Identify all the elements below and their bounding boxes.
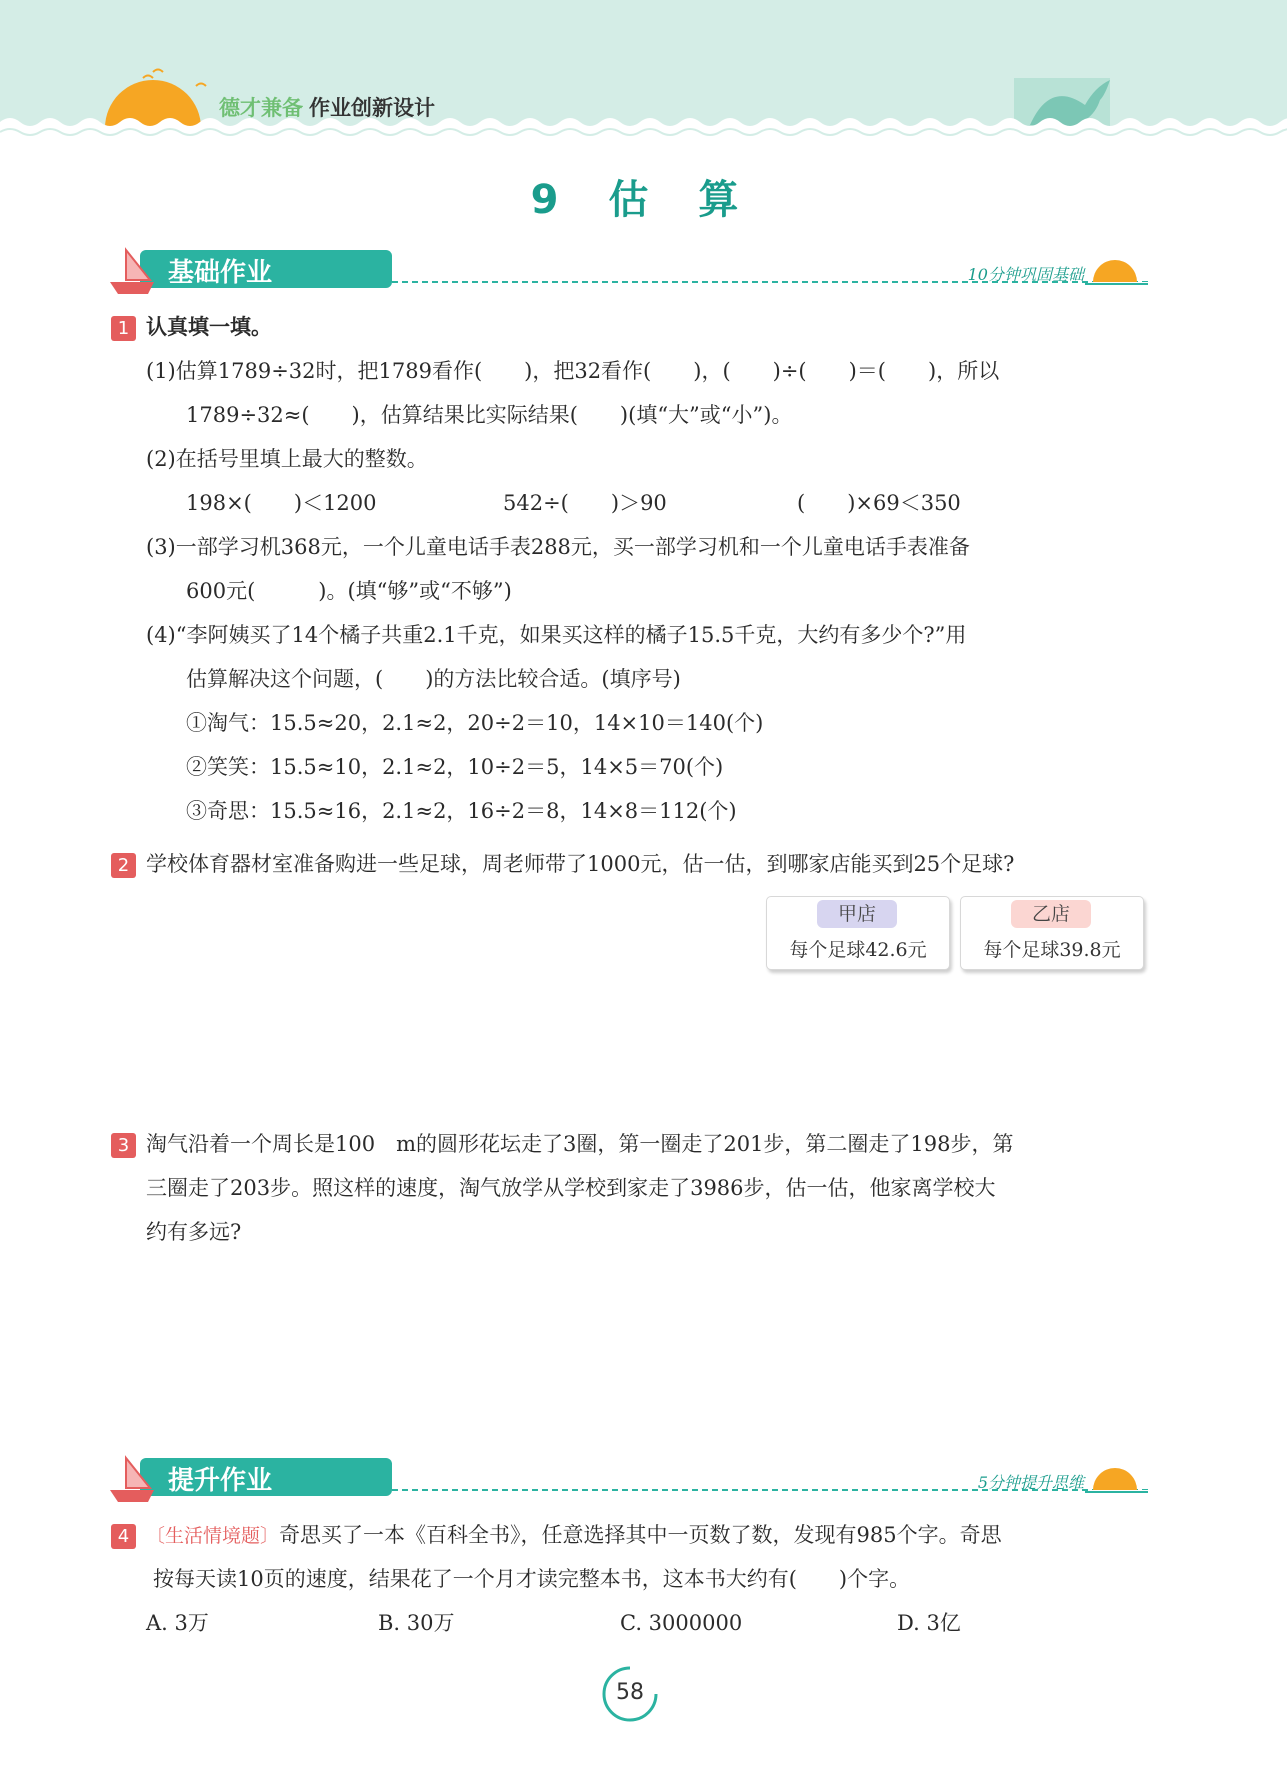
section-basic [110,240,1150,300]
store-price: 每个足球42.6元 [789,939,927,961]
brand-green: 德才兼备 [219,96,303,120]
section-label: 提升作业 [168,1466,273,1496]
q4-line1 [146,1520,1002,1551]
header-decoration [0,0,1287,150]
q2-text: 学校体育器材室准备购进一些足球，周老师带了1000元，估一估，到哪家店能买到25个足球? [146,852,1015,876]
section-advanced [110,1448,1150,1508]
page-header [0,0,1287,150]
page-number-text: 58 [616,1680,644,1705]
q1-p3-line1: (3)一部学习机368元，一个儿童电话手表288元，买一部学习机和一个儿童电话手表准备 [146,535,970,559]
question-number: 1 [111,316,136,341]
q4-choice-a: A. 3万 [146,1611,209,1635]
bird-icon [143,70,163,79]
store-card-a [766,896,950,970]
question-number: 3 [111,1133,136,1158]
section-label: 基础作业 [168,258,273,288]
section-time: 5分钟提升思维 [977,1473,1084,1492]
brand-dark: 作业创新设计 [309,96,435,120]
q4-choice-d: D. 3亿 [897,1611,961,1635]
section-time: 10分钟巩固基础 [967,265,1084,284]
q3-line2: 三圈走了203步。照这样的速度，淘气放学从学校到家走了3986步，估一估，他家离学校大 [146,1176,996,1200]
q4-choice-b: B. 30万 [378,1611,455,1635]
q1-p2-line1: (2)在括号里填上最大的整数。 [146,447,428,471]
q1-p4-line2: 估算解决这个问题，( )的方法比较合适。(填序号) [186,667,681,691]
q1-p2-a: 198×( )＜1200 [186,491,377,515]
question-number: 2 [111,853,136,878]
q1-p3-line2: 600元( )。(填“够”或“不够”) [186,579,512,603]
q3-line3: 约有多远? [146,1220,242,1244]
q1-option-2: ②笑笑：15.5≈10，2.1≈2，10÷2＝5，14×5＝70(个) [186,755,724,779]
store-price: 每个足球39.8元 [983,939,1121,961]
q1-p1-line1: (1)估算1789÷32时，把1789看作( )，把32看作( )，( )÷( )＝( )，所以 [146,359,1000,383]
q4-tag: 〔生活情境题〕 [146,1525,280,1547]
page-number [600,1664,660,1724]
q1-option-1: ①淘气：15.5≈20，2.1≈2，20÷2＝10，14×10＝140(个) [186,711,764,735]
store-card-b [960,896,1144,970]
store-name: 乙店 [1011,900,1091,928]
store-name: 甲店 [817,900,897,928]
q4-line2: 按每天读10页的速度，结果花了一个月才读完整本书，这本书大约有( )个字。 [153,1567,911,1591]
q1-p4-line1: (4)“李阿姨买了14个橘子共重2.1千克，如果买这样的橘子15.5千克，大约有多少个?”用 [146,623,967,647]
q1-prompt: 认真填一填。 [146,315,272,339]
q4-line1-text: 奇思买了一本《百科全书》，任意选择其中一页数了数，发现有985个字。奇思 [279,1523,1002,1547]
q3-line1: 淘气沿着一个周长是100 m的圆形花坛走了3圈，第一圈走了201步，第二圈走了198步，第 [146,1132,1014,1156]
boat-icon [110,282,154,294]
brand-title [219,92,435,122]
q1-p2-c: ( )×69＜350 [797,491,961,515]
question-number: 4 [111,1524,136,1549]
q4-choice-c: C. 3000000 [620,1611,743,1635]
page-title: 9 估 算 [530,177,757,223]
boat-icon [110,1490,154,1502]
q1-p1-line2: 1789÷32≈( )，估算结果比实际结果( )(填“大”或“小”)。 [186,403,793,427]
q1-p2-b: 542÷( )＞90 [503,491,667,515]
bird-icon [196,84,206,87]
q1-option-3: ③奇思：15.5≈16，2.1≈2，16÷2＝8，14×8＝112(个) [186,799,737,823]
